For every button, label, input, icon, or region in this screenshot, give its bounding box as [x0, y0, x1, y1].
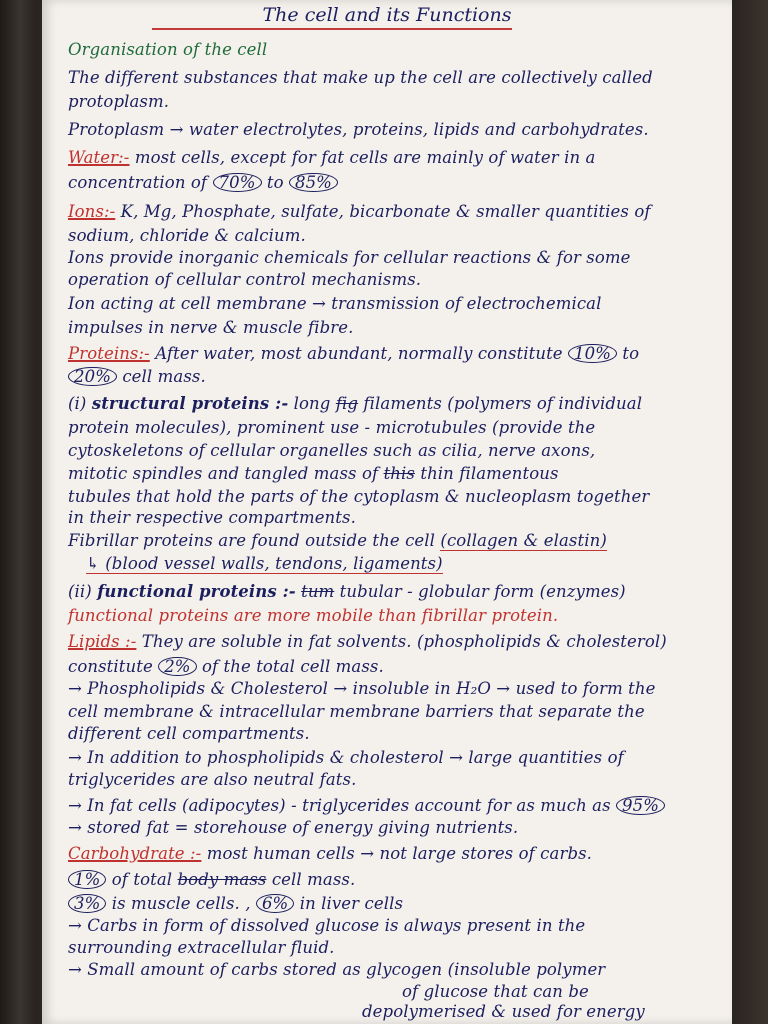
carbs-line-8: depolymerised & used for energy — [362, 1002, 645, 1021]
ions-line-5: Ion acting at cell membrane → transmission of electrochemical — [68, 294, 602, 313]
water-pct-2: 85% — [289, 173, 338, 192]
proteins-text-2: cell mass. — [122, 367, 206, 386]
carbs-text-2b: cell mass. — [271, 870, 356, 889]
ions-text-1: K, Mg, Phosphate, sulfate, bicarbonate & smaller quantities of — [120, 202, 651, 221]
carbs-pct-2: 3% — [68, 894, 106, 913]
functional-strike: tum — [301, 582, 335, 601]
intro-line-1: The different substances that make up the cell are collectively called — [68, 68, 653, 87]
structural-text-7a: Fibrillar proteins are found outside the cell — [68, 531, 436, 550]
carbs-pct-1: 1% — [68, 870, 106, 889]
carbs-text-2a: of total — [111, 870, 173, 889]
structural-text-1b: filaments (polymers of individual — [363, 394, 643, 413]
protoplasm-line: Protoplasm → water electrolytes, proteins, lipids and carbohydrates. — [68, 120, 649, 139]
proteins-line-1 — [68, 344, 720, 363]
carbs-text-3b: in liver cells — [299, 894, 404, 913]
lipids-line-5: different cell compartments. — [68, 724, 310, 743]
structural-number: (i) — [68, 394, 87, 413]
water-text-1: most cells, except for fat cells are mainly of water in a — [134, 148, 596, 167]
carbs-line-7: of glucose that can be — [402, 982, 589, 1001]
carbs-line-1 — [68, 846, 720, 863]
lipids-line-1 — [68, 634, 720, 651]
structural-strike: fig — [335, 394, 359, 413]
functional-line-2: functional proteins are more mobile than fibrillar protein. — [68, 606, 559, 625]
carbs-label: Carbohydrate :- — [68, 844, 202, 863]
notebook-page — [42, 0, 732, 1024]
proteins-pct-1: 10% — [568, 344, 617, 363]
functional-label: functional proteins :- — [97, 582, 296, 601]
notebook-spine — [0, 0, 34, 1024]
water-line-2 — [68, 173, 720, 192]
ions-line-2: sodium, chloride & calcium. — [68, 226, 306, 245]
structural-line-8 — [86, 556, 720, 573]
functional-line-1 — [68, 584, 720, 601]
proteins-text-1: After water, most abundant, normally constitute — [155, 344, 563, 363]
structural-line-6: in their respective compartments. — [68, 508, 356, 527]
structural-line-5: tubules that hold the parts of the cytoplasm & nucleoplasm together — [68, 487, 650, 506]
lipids-text-2b: of the total cell mass. — [201, 657, 384, 676]
structural-text-7b: (collagen & elastin) — [440, 531, 607, 550]
lipids-line-9: → stored fat = storehouse of energy giving nutrients. — [68, 818, 519, 837]
structural-text-4b: thin filamentous — [420, 464, 559, 483]
lipids-line-4: cell membrane & intracellular membrane barriers that separate the — [68, 702, 645, 721]
carbs-text-1: most human cells → not large stores of carbs. — [206, 844, 593, 863]
lipids-line-6: → In addition to phospholipids & cholesterol → large quantities of — [68, 748, 624, 767]
water-text-2: concentration of — [68, 173, 208, 192]
section-heading: Organisation of the cell — [68, 40, 268, 59]
water-label: Water:- — [68, 148, 130, 167]
water-to: to — [266, 173, 284, 192]
carbs-line-4: → Carbs in form of dissolved glucose is always present in the — [68, 916, 586, 935]
water-pct-1: 70% — [213, 173, 262, 192]
carbs-line-6: → Small amount of carbs stored as glycogen (insoluble polymer — [68, 960, 606, 979]
lipids-pct: 2% — [158, 657, 196, 676]
structural-strike-2: this — [383, 464, 415, 483]
lipids-line-3: → Phospholipids & Cholesterol → insoluble in H₂O → used to form the — [68, 679, 656, 698]
carbs-line-5: surrounding extracellular fluid. — [68, 938, 335, 957]
carbs-line-2 — [68, 870, 720, 889]
carbs-strike: body mass — [177, 870, 267, 889]
structural-line-4 — [68, 466, 720, 483]
page-edge — [732, 0, 768, 1024]
ions-line-1 — [68, 204, 720, 221]
lipids-line-2 — [68, 657, 720, 676]
functional-number: (ii) — [68, 582, 92, 601]
page-title: The cell and its Functions — [262, 4, 512, 26]
proteins-line-2 — [68, 367, 720, 386]
lipids-text-1: They are soluble in fat solvents. (phospholipids & cholesterol) — [141, 632, 667, 651]
carbs-line-3 — [68, 894, 720, 913]
lipids-line-8 — [68, 796, 720, 815]
proteins-label: Proteins:- — [68, 344, 150, 363]
water-line-1 — [68, 150, 720, 167]
intro-line-2: protoplasm. — [68, 92, 170, 111]
structural-line-2: protein molecules), prominent use - microtubules (provide the — [68, 418, 596, 437]
structural-line-3: cytoskeletons of cellular organelles such as cilia, nerve axons, — [68, 441, 596, 460]
ions-line-6: impulses in nerve & muscle fibre. — [68, 318, 354, 337]
lipids-text-8: → In fat cells (adipocytes) - triglycerides account for as much as — [68, 796, 611, 815]
ions-label: Ions:- — [68, 202, 116, 221]
ions-line-3: Ions provide inorganic chemicals for cellular reactions & for some — [68, 248, 631, 267]
structural-line-1 — [68, 396, 720, 413]
ions-line-4: operation of cellular control mechanisms. — [68, 270, 422, 289]
structural-text-8: ↳ (blood vessel walls, tendons, ligaments) — [86, 554, 443, 573]
lipids-pct-95: 95% — [616, 796, 665, 815]
carbs-pct-3: 6% — [256, 894, 294, 913]
structural-line-7 — [68, 533, 720, 550]
lipids-text-2a: constitute — [68, 657, 153, 676]
carbs-text-3a: is muscle cells. , — [111, 894, 251, 913]
structural-label: structural proteins :- — [91, 394, 289, 413]
proteins-pct-2: 20% — [68, 367, 117, 386]
lipids-line-7: triglycerides are also neutral fats. — [68, 770, 357, 789]
functional-text-1: tubular - globular form (enzymes) — [339, 582, 626, 601]
structural-text-4a: mitotic spindles and tangled mass of — [68, 464, 379, 483]
proteins-to: to — [622, 344, 640, 363]
title-underline — [152, 28, 512, 30]
lipids-label: Lipids :- — [68, 632, 137, 651]
structural-text-1a: long — [293, 394, 331, 413]
